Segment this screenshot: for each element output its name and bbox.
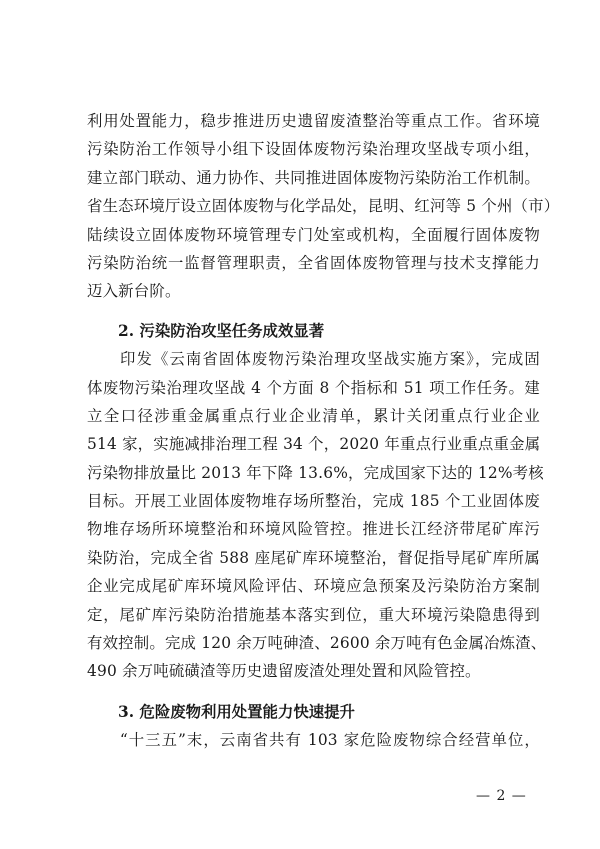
text-line: 建立部门联动、通力协作、共同推进固体废物污染防治工作机制。 — [87, 168, 540, 187]
text-line: 定，尾矿库污染防治措施基本落实到位，重大环境污染隐患得到 — [87, 605, 540, 624]
text-line: 490 余万吨硫磺渣等历史遗留废渣处理处置和风险管控。 — [87, 662, 481, 681]
text-line: 污染防治统一监督管理职责，全省固体废物管理与技术支撑能力 — [87, 253, 540, 272]
text-line: 污染物排放量比 2013 年下降 13.6%，完成国家下达的 12%考核 — [87, 463, 544, 482]
text-line: 陆续设立固体废物环境管理专门处室或机构，全面履行固体废物 — [87, 225, 540, 244]
text-line: 目标。开展工业固体废物堆存场所整治，完成 185 个工业固体废 — [87, 492, 540, 511]
document-body — [87, 107, 560, 755]
text-line: 有效控制。完成 120 余万吨砷渣、2600 余万吨有色金属冶炼渣、 — [87, 634, 547, 653]
text-line: 迈入新台阶。 — [87, 282, 181, 301]
text-line: 体废物污染治理攻坚战 4 个方面 8 个指标和 51 项工作任务。建 — [87, 378, 540, 397]
text-line: 省生态环境厅设立固体废物与化学品处，昆明、红河等 5 个州（市） — [87, 197, 560, 216]
paragraph-3 — [87, 726, 540, 754]
text-line: 立全口径涉重金属重点行业企业清单，累计关闭重点行业企业 — [87, 406, 540, 425]
paragraph-2 — [87, 345, 547, 686]
text-line: 印发《云南省固体废物污染治理攻坚战实施方案》，完成固 — [87, 350, 540, 369]
section-heading-2: 2. 污染防治攻坚任务成效显著 — [118, 321, 325, 340]
text-line: 企业完成尾矿库环境风险评估、环境应急预案及污染防治方案制 — [87, 577, 540, 596]
paragraph-1 — [87, 107, 560, 306]
text-line: 污染防治工作领导小组下设固体废物污染治理攻坚战专项小组， — [87, 140, 540, 159]
text-line: 514 家，实施减排治理工程 34 个，2020 年重点行业重点重金属 — [87, 435, 541, 454]
section-heading-3: 3. 危险废物利用处置能力快速提升 — [118, 702, 355, 721]
page-number: — 2 — — [476, 788, 527, 804]
text-line: 物堆存场所环境整治和环境风险管控。推进长江经济带尾矿库污 — [87, 520, 540, 539]
text-line: “十三五”末，云南省共有 103 家危险废物综合经营单位， — [87, 731, 540, 750]
text-line: 利用处置能力，稳步推进历史遗留废渣整治等重点工作。省环境 — [87, 112, 540, 130]
text-line: 染防治，完成全省 588 座尾矿库环境整治，督促指导尾矿库所属 — [87, 548, 540, 567]
